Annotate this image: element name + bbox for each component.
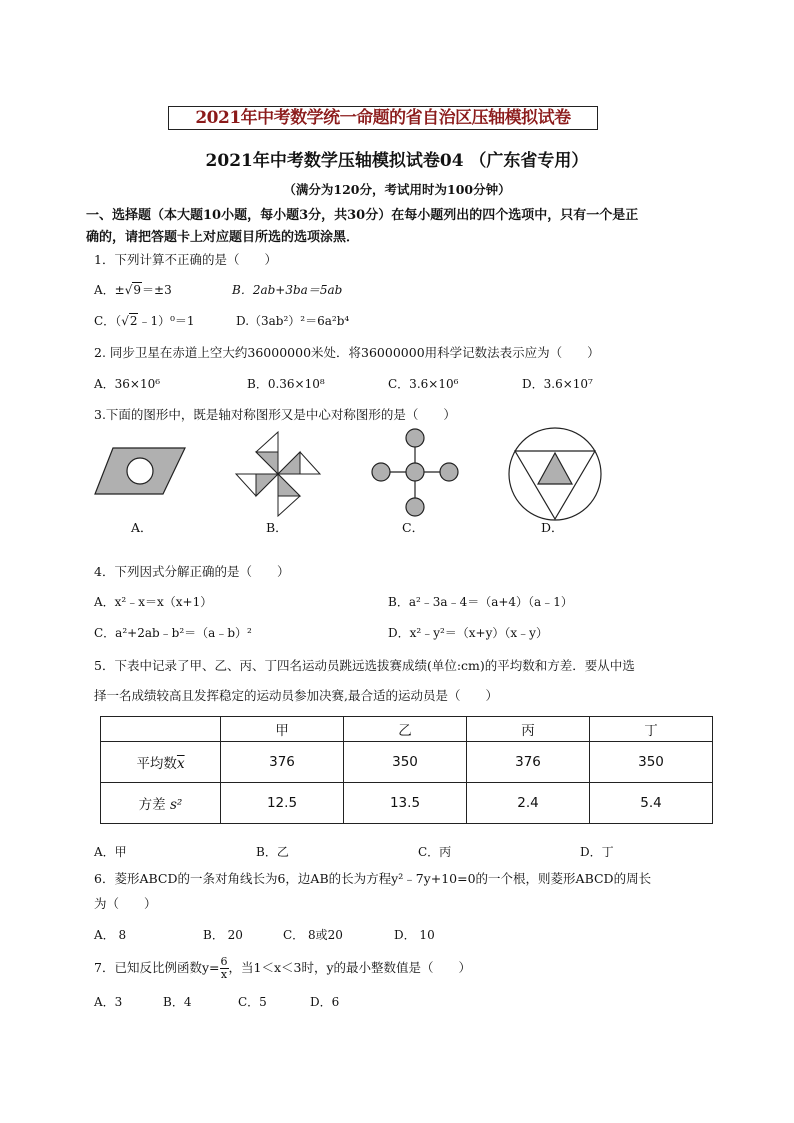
q4-option-c: C．a²+2ab﹣b²＝（a﹣b）²	[94, 626, 252, 640]
q7-option-d: D．6	[310, 995, 340, 1009]
q7-stem	[94, 956, 471, 981]
q5-option-b: B．乙	[256, 845, 289, 859]
q5-option-c: C．丙	[418, 845, 452, 859]
q7-prefix: 7．已知反比例函数y=	[94, 960, 220, 975]
q2-option-b: B．0.36×10⁸	[247, 377, 325, 391]
table-header-cell: 丁	[590, 717, 713, 742]
section-instructions-line1: 一、选择题（本大题10小题，每小题3分，共30分）在每小题列出的四个选项中，只有一个是正	[86, 208, 639, 223]
figure-c-cross-circles	[372, 429, 458, 516]
q6-option-b: B． 20	[203, 928, 243, 942]
q7-fraction-numerator: 6	[220, 955, 228, 968]
q5-stem-line2: 择一名成绩较高且发挥稳定的运动员参加决赛,最合适的运动员是（ ）	[94, 688, 498, 703]
q5-stem-line1: 5．下表中记录了甲、乙、丙、丁四名运动员跳远选拔赛成绩(单位:cm)的平均数和方差．要从中选	[94, 658, 635, 673]
table-header-cell: 乙	[344, 717, 467, 742]
q4-option-a: A．x²﹣x＝x（x+1）	[94, 595, 213, 609]
q2-stem: 2. 同步卫星在赤道上空大约36000000米处．将36000000用科学记数法表示应为（ ）	[94, 345, 600, 360]
q1-a-prefix: A．±	[94, 283, 125, 297]
q1-c-radicand: 2	[129, 314, 138, 328]
q1-c-prefix: C．（	[94, 314, 122, 328]
figure-label-a: A．	[131, 520, 153, 535]
q1-a-rest: ＝±3	[142, 283, 172, 297]
table-cell: 376	[467, 742, 590, 783]
q1-stem: 1．下列计算不正确的是（ ）	[94, 252, 277, 267]
figure-label-b: B．	[266, 520, 288, 535]
q5-option-d: D．丁	[580, 845, 614, 859]
section-instructions-line2: 确的，请把答题卡上对应题目所选的选项涂黑．	[86, 230, 360, 245]
q1-option-d: D.（3ab²）²＝6a²b⁴	[236, 314, 350, 328]
q6-option-d: D． 10	[394, 928, 435, 942]
q7-option-b: B．4	[163, 995, 192, 1009]
mean-symbol: $\overline{x}$	[176, 756, 185, 772]
table-cell: 376	[221, 742, 344, 783]
q6-option-a: A． 8	[94, 928, 127, 942]
table-cell: 350	[590, 742, 713, 783]
q6-stem-line1: 6．菱形ABCD的一条对角线长为6，边AB的长为方程y²﹣7y+10=0的一个根，则菱形ABCD的周长	[94, 871, 652, 886]
table-row-mean	[101, 742, 713, 783]
q3-stem: 3.下面的图形中，既是轴对称图形又是中心对称图形的是（ ）	[94, 407, 456, 422]
q7-fraction-denominator: x	[220, 968, 228, 981]
q2-option-c: C．3.6×10⁶	[388, 377, 459, 391]
q7-option-c: C．5	[238, 995, 267, 1009]
q7-fraction	[220, 956, 229, 981]
q4-option-d: D．x²﹣y²＝（x+y）（x﹣y）	[388, 626, 548, 640]
table-cell: 5.4	[590, 783, 713, 824]
table-cell: 12.5	[221, 783, 344, 824]
q4-option-b: B．a²﹣3a﹣4＝（a+4）（a﹣1）	[388, 595, 573, 609]
figure-b-pinwheel	[236, 432, 320, 516]
table-row-variance	[101, 783, 713, 824]
figure-a-parallelogram	[95, 448, 185, 494]
row-label-mean	[101, 742, 221, 783]
exam-banner: 2021年中考数学统一命题的省自治区压轴模拟试卷	[168, 106, 598, 130]
mean-label-text: 平均数	[136, 756, 177, 772]
variance-symbol: s²	[169, 797, 183, 813]
row-label-variance	[101, 783, 221, 824]
q7-suffix: ，当1＜x＜3时，y的最小整数值是（ ）	[228, 960, 472, 975]
radical-icon: √	[124, 283, 133, 297]
table-cell: 13.5	[344, 783, 467, 824]
q6-stem-line2: 为（ ）	[94, 896, 157, 911]
athlete-scores-table	[100, 716, 713, 824]
figure-label-d: D．	[541, 520, 564, 535]
table-header-cell	[101, 717, 221, 742]
variance-label-text: 方差	[138, 797, 166, 813]
q4-stem: 4．下列因式分解正确的是（ ）	[94, 564, 290, 579]
q1-c-rest: ﹣1）⁰＝1	[138, 314, 195, 328]
table-header-row	[101, 717, 713, 742]
q5-option-a: A．甲	[94, 845, 127, 859]
table-header-cell: 甲	[221, 717, 344, 742]
table-cell: 2.4	[467, 783, 590, 824]
table-cell: 350	[344, 742, 467, 783]
page-title: 2021年中考数学压轴模拟试卷04 （广东省专用）	[205, 151, 589, 171]
q1-option-b: B．2ab+3ba＝5ab	[232, 283, 343, 297]
radical-icon: √	[121, 314, 129, 328]
q2-option-d: D．3.6×10⁷	[522, 377, 593, 391]
q6-option-c: C． 8或20	[283, 928, 343, 942]
table-header-cell: 丙	[467, 717, 590, 742]
q2-option-a: A．36×10⁶	[94, 377, 161, 391]
page-subtitle: （满分为120分，考试用时为100分钟）	[283, 182, 511, 197]
figure-d-circle-triangles	[509, 428, 601, 520]
figure-label-c: C．	[402, 520, 425, 535]
q1-a-radicand: 9	[133, 283, 142, 297]
q7-option-a: A．3	[94, 995, 123, 1009]
q3-figures	[0, 0, 794, 560]
